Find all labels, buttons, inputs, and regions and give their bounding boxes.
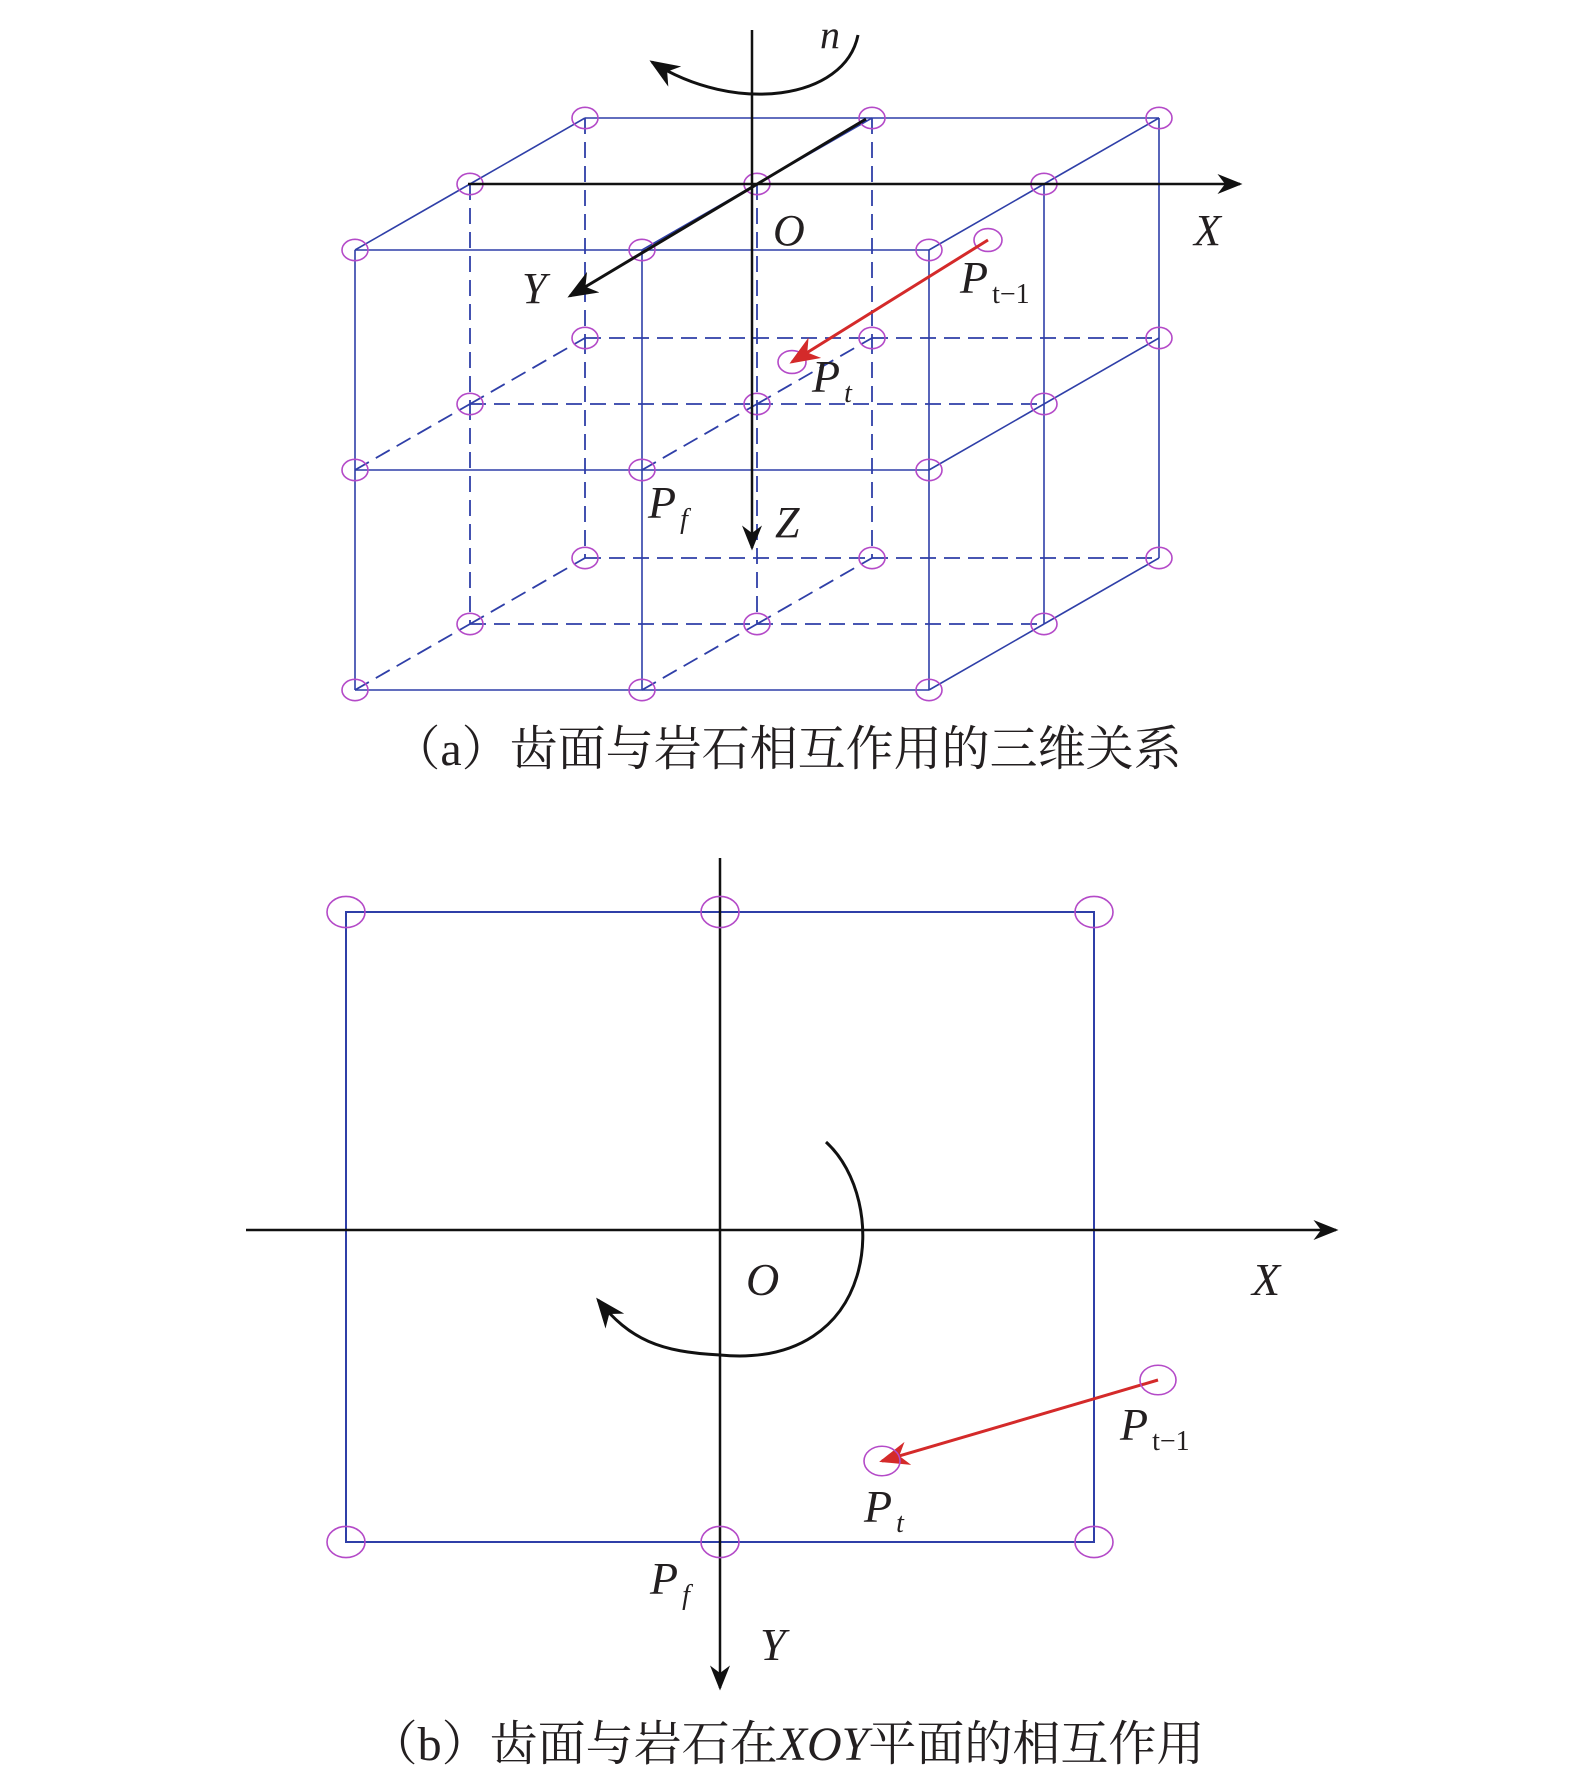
rotation-label: n bbox=[820, 12, 840, 57]
origin-label-b: O bbox=[746, 1254, 780, 1305]
grid-edge-y bbox=[470, 338, 585, 404]
rotation-arrow-icon-b bbox=[598, 1142, 863, 1356]
plane-nodes bbox=[327, 896, 1176, 1557]
point-f-label: Pf bbox=[648, 477, 688, 535]
motion-arrow-b bbox=[882, 1380, 1158, 1461]
grid-edge-y bbox=[1044, 338, 1159, 404]
figure-b-plane bbox=[246, 858, 1336, 1771]
point-curr-label: Pt bbox=[812, 351, 852, 409]
point-prev-label: Pt−1 bbox=[960, 252, 1030, 310]
grid-edge-y bbox=[757, 558, 872, 624]
labels-b bbox=[649, 1254, 1282, 1670]
y-axis-label-b: Y bbox=[760, 1619, 786, 1670]
y-axis-label: Y bbox=[522, 264, 547, 313]
point-f-label-b: Pf bbox=[650, 1553, 690, 1611]
grid-edge-y bbox=[929, 404, 1044, 470]
grid-edge-y bbox=[642, 404, 757, 470]
figure-a-3d bbox=[342, 12, 1240, 776]
grid-edge-y bbox=[355, 184, 470, 250]
grid-edge-y bbox=[642, 624, 757, 690]
grid-edge-y bbox=[470, 558, 585, 624]
x-axis-label: X bbox=[1194, 206, 1221, 255]
grid-edge-y bbox=[1044, 558, 1159, 624]
grid-edge-y bbox=[355, 624, 470, 690]
caption-a: （a）齿面与岩石相互作用的三维关系 bbox=[392, 723, 1182, 776]
point-curr-label-b: Pt bbox=[864, 1481, 904, 1539]
grid-edge-y bbox=[929, 624, 1044, 690]
grid-edge-y bbox=[470, 118, 585, 184]
motion-arrow-3d bbox=[792, 240, 988, 362]
z-axis-label: Z bbox=[775, 498, 800, 547]
grid-edge-y bbox=[1044, 118, 1159, 184]
y-axis-line bbox=[570, 119, 866, 296]
grid-edge-y bbox=[355, 404, 470, 470]
cube-grid-lines bbox=[355, 118, 1159, 690]
point-prev-label-b: Pt−1 bbox=[1120, 1399, 1190, 1457]
caption-b: （b）齿面与岩石在XOY平面的相互作用 bbox=[369, 1718, 1205, 1771]
x-axis-label-b: X bbox=[1252, 1254, 1281, 1305]
origin-label: O bbox=[773, 206, 805, 255]
